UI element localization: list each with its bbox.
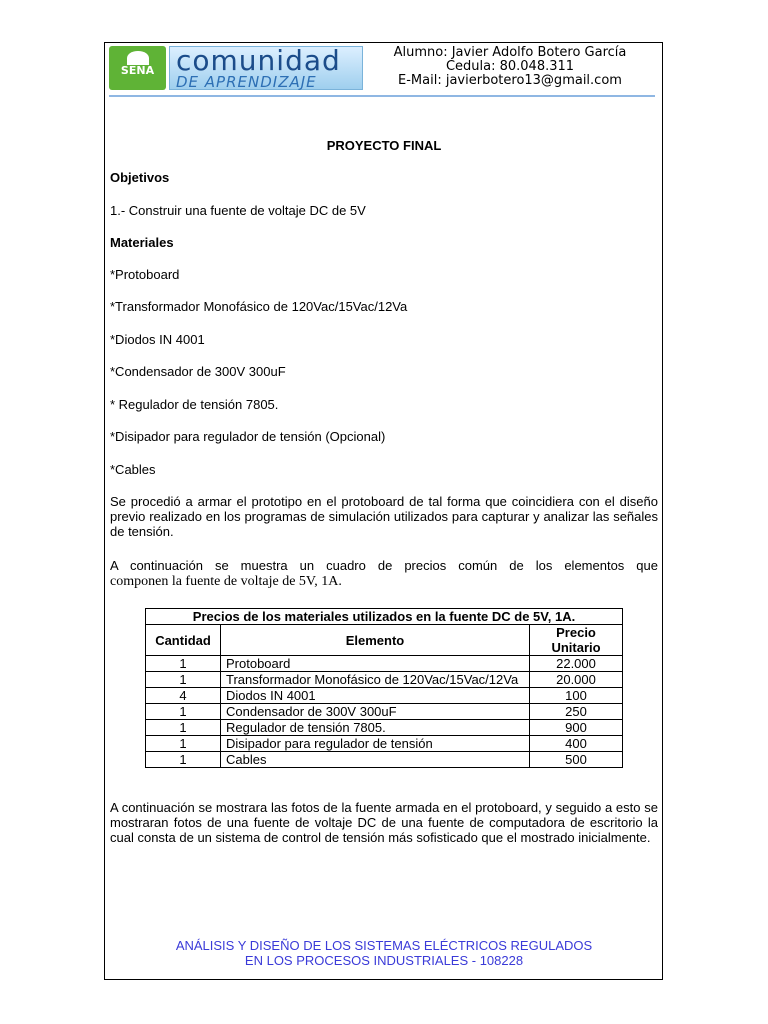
cell-quantity: 4 — [146, 688, 221, 704]
student-id: Cedula: 80.048.311 — [445, 59, 575, 74]
student-email: E-Mail: javierbotero13@gmail.com — [398, 73, 622, 88]
objectives-heading: Objetivos — [110, 170, 170, 185]
table-row — [146, 672, 623, 688]
table-row — [146, 688, 623, 704]
cell-price: 250 — [530, 704, 623, 720]
objective-item: 1.- Construir una fuente de voltaje DC de 5V — [110, 203, 366, 218]
paragraph-photos: A continuación se mostrara las fotos de la fuente armada en el protoboard, y seguido a esto se mostraran fotos de una fuente de voltaje DC de una fuente de computadora de escritorio la cual consta de un sistema de control de tensión más sofisticado que el mostrado inicialmente. — [110, 800, 658, 845]
comunidad-logo-line1: comunidad — [176, 44, 341, 77]
cell-element: Diodos IN 4001 — [221, 688, 530, 704]
paragraph-prices-intro-line1: A continuación se muestra un cuadro de precios común de los elementos que — [110, 558, 658, 573]
material-item: *Protoboard — [110, 267, 180, 282]
material-item: *Condensador de 300V 300uF — [110, 364, 286, 379]
cell-element: Cables — [221, 752, 530, 768]
header-divider — [109, 95, 655, 97]
table-row — [146, 704, 623, 720]
table-caption: Precios de los materiales utilizados en la fuente DC de 5V, 1A. — [146, 609, 623, 625]
material-item: *Diodos IN 4001 — [110, 332, 205, 347]
materials-heading: Materiales — [110, 235, 174, 250]
table-row — [146, 720, 623, 736]
cell-element: Transformador Monofásico de 120Vac/15Vac/12Va — [221, 672, 530, 688]
cell-quantity: 1 — [146, 704, 221, 720]
material-item: *Disipador para regulador de tensión (Opcional) — [110, 429, 386, 444]
table-header-row — [146, 625, 623, 656]
cell-price: 400 — [530, 736, 623, 752]
cell-quantity: 1 — [146, 752, 221, 768]
student-name: Alumno: Javier Adolfo Botero García — [393, 45, 627, 60]
cell-price: 500 — [530, 752, 623, 768]
table-row — [146, 752, 623, 768]
document-footer — [110, 938, 658, 968]
material-item: *Cables — [110, 462, 156, 477]
comunidad-logo-line2: DE APRENDIZAJE — [176, 73, 317, 91]
cell-element: Condensador de 300V 300uF — [221, 704, 530, 720]
column-header-unit-price: Precio Unitario — [530, 625, 623, 656]
column-header-quantity: Cantidad — [146, 625, 221, 656]
table-caption-row — [146, 609, 623, 625]
paragraph-prices-intro-line2: componen la fuente de voltaje de 5V, 1A. — [110, 574, 342, 589]
document-header — [109, 46, 657, 98]
paragraph-prototype: Se procedió a armar el prototipo en el protoboard de tal forma que coincidiera con el diseño previo realizado en los programas de simulación utilizados para capturar y analizar las señales de tensión. — [110, 494, 658, 539]
footer-line2: EN LOS PROCESOS INDUSTRIALES - 108228 — [244, 953, 524, 968]
footer-line1: ANÁLISIS Y DISEÑO DE LOS SISTEMAS ELÉCTRICOS REGULADOS — [175, 938, 593, 953]
cell-price: 22.000 — [530, 656, 623, 672]
cell-price: 900 — [530, 720, 623, 736]
table-row — [146, 656, 623, 672]
cell-price: 20.000 — [530, 672, 623, 688]
comunidad-logo — [169, 46, 363, 90]
column-header-element: Elemento — [221, 625, 530, 656]
cell-element: Disipador para regulador de tensión — [221, 736, 530, 752]
cell-quantity: 1 — [146, 736, 221, 752]
prices-table — [145, 608, 623, 768]
material-item: *Transformador Monofásico de 120Vac/15Vac/12Va — [110, 299, 408, 314]
material-item: * Regulador de tensión 7805. — [110, 397, 279, 412]
document-title: PROYECTO FINAL — [326, 138, 442, 153]
cell-price: 100 — [530, 688, 623, 704]
cell-quantity: 1 — [146, 656, 221, 672]
cell-quantity: 1 — [146, 672, 221, 688]
table-row — [146, 736, 623, 752]
cell-element: Protoboard — [221, 656, 530, 672]
sena-logo — [109, 46, 166, 90]
cell-quantity: 1 — [146, 720, 221, 736]
sena-leaf-icon — [127, 51, 149, 65]
cell-element: Regulador de tensión 7805. — [221, 720, 530, 736]
student-info — [385, 46, 635, 88]
sena-logo-text: SENA — [120, 64, 155, 77]
